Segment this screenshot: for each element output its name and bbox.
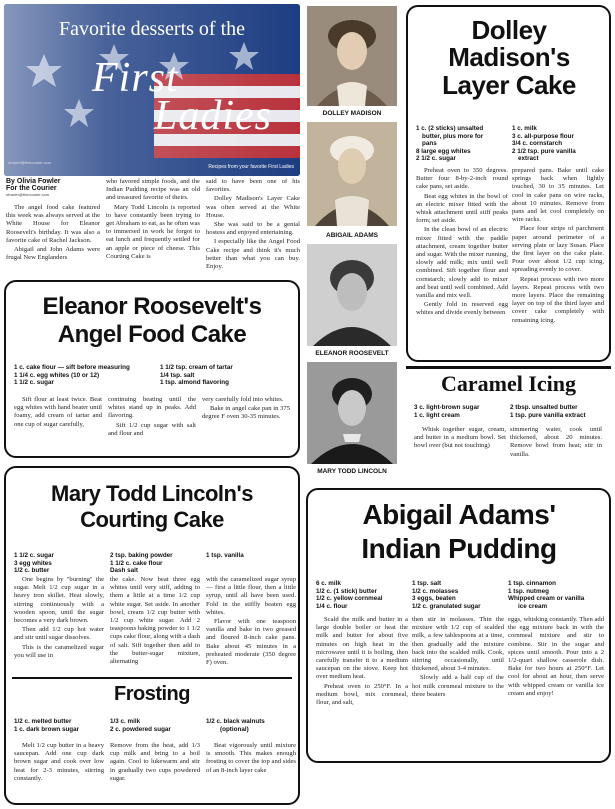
mary-ingredients-col-1 <box>14 552 108 575</box>
eleanor-title-line-2: Angel Food Cake <box>57 321 247 348</box>
eleanor-directions-col-3 <box>202 396 290 423</box>
ingredient: 8 large egg whites <box>416 147 471 155</box>
ingredient: 1 tsp. pure vanilla extract <box>510 411 586 419</box>
portrait-caption: MARY TODD LINCOLN <box>317 468 387 475</box>
caramel-ingredients-left <box>414 404 510 419</box>
ingredient: 2 tbsp. unsalted butter <box>510 404 578 411</box>
intro-paragraph: said to have been one of his favorites. <box>206 178 300 194</box>
ingredient: Whipped cream or vanilla <box>508 595 585 603</box>
portrait-dolley-image <box>307 6 397 106</box>
direction-paragraph: Then add 1/2 cup hot water and stir until sugar dissolves. <box>14 626 104 642</box>
direction-paragraph: very carefully fold into whites. <box>202 396 284 403</box>
ingredient: 1/4 c. flour <box>316 602 348 610</box>
ingredient: 1/2 c. granulated sugar <box>412 602 481 610</box>
ingredient: 1/2 c. butter <box>14 567 50 575</box>
direction-paragraph: continuing beating until the whites stand up in peaks. Add flavoring. <box>108 396 196 420</box>
ingredient: 1 tsp. almond flavoring <box>160 379 229 387</box>
direction-paragraph: Beat egg whites in the bowl of an electric mixer fitted with the whisk attachment until stiff peaks form; set aside. <box>416 192 508 225</box>
ingredient: 3 c. light-brown sugar <box>414 404 480 411</box>
direction-paragraph: Melt 1/2 cup butter in a heavy saucepan. Add one cup dark brown sugar and cook over low heat for 2-3 minutes, stirring constantly. <box>14 742 104 782</box>
ingredient: 3 eggs, beaten <box>412 595 456 603</box>
ingredient: pans <box>422 140 437 148</box>
banner-title-line: Favorite desserts of the <box>58 18 246 40</box>
ingredient: 1 1/2 c. cake flour <box>110 559 163 567</box>
eleanor-title-line-1: Eleanor Roosevelt's <box>42 293 262 320</box>
direction-paragraph: Remove from the heat, add 1/3 cup milk and bring to a boil again. Cool to lukewarm and stir in gradually two cups powdered sugar. <box>110 742 200 782</box>
abigail-directions-col-2 <box>412 616 504 700</box>
mary-title-line-2: Courting Cake <box>80 507 224 532</box>
direction-paragraph: Preheat oven to 350 degrees. Butter four 8-by-2-inch round cake pans, set aside. <box>416 167 508 191</box>
frosting-ingredients-col-1 <box>14 718 108 733</box>
abigail-ingredients-col-3 <box>508 580 608 610</box>
dolley-ingredients-right <box>512 125 608 163</box>
intro-paragraph: Mary Todd Lincoln is reported to have constantly been trying to get Abraham to eat, as he often was to immersed in work he forgot to eat lunch and frequently settled for an apple or piece of cheese. This Courting Cake is <box>106 203 200 260</box>
direction-paragraph: Sift 1/2 cup sugar with salt and flour and <box>108 421 196 437</box>
caramel-directions-col-2 <box>510 426 602 460</box>
direction-paragraph: Repeat process with two more layers. Repeat process with two more layers. Place the remaining layer on top of the third layer and cover cake completely with remaining icing. <box>512 275 604 324</box>
mary-ingredients-col-3 <box>206 552 296 560</box>
frosting-directions-col-3 <box>206 742 296 776</box>
frosting-ingredients-col-2 <box>110 718 204 733</box>
ingredient: 1 tsp. salt <box>412 580 442 587</box>
abigail-ingredients-col-2 <box>412 580 508 610</box>
caramel-section <box>406 366 611 476</box>
portrait-eleanor-roosevelt <box>307 244 397 346</box>
banner-title-first: First <box>92 55 179 101</box>
direction-paragraph: eggs, whisking constantly. Then add the egg mixture back in with the cornmeal mixture and stir to combine. Stir in the sugar and spices until smooth. Pour into a 2 1/2-quart shallow casserole dish. Bake for two hours at 250°F. Let cool for about an hour, then serve with whipped cream or vanilla ice cream and enjoy! <box>508 616 604 697</box>
ingredient: 6 c. milk <box>316 580 341 587</box>
banner <box>4 4 300 176</box>
caramel-title: Caramel Icing <box>440 371 577 396</box>
ingredient: 1 tsp. cinnamon <box>508 580 556 587</box>
direction-paragraph: the cake. Now beat three egg whites until very stiff, adding to them a little at a time 1/2 cup white sugar. Set aside. In another bowl, cream 1/2 cup butter with 1/2 cup white sugar. Add 2 teaspoons baking powder to 1 1/2 cups cake flour, along with a dash of salt. Sift together then add to the butter-sugar mixture, alternating <box>110 576 200 666</box>
ingredient: ice cream <box>518 602 548 610</box>
intro-paragraph: Abigail and John Adams were frugal New Englanders <box>6 246 100 262</box>
intro-col-3 <box>206 178 300 272</box>
dolley-directions-col-1 <box>416 167 508 319</box>
direction-paragraph: Whisk together sugar, cream, and butter in a medium bowl. Set bowl over (but not touching) <box>414 426 506 450</box>
portrait-abigail-adams <box>307 122 397 226</box>
ingredient: 2 c. powdered sugar <box>110 725 171 733</box>
frosting-title: Frosting <box>114 683 190 705</box>
ingredient: 1/2 c. molasses <box>412 587 459 595</box>
banner-title-ladies: Ladies <box>154 93 273 139</box>
byline-name: By Olivia Fowler <box>6 178 61 185</box>
direction-paragraph: prepared pans. Bake until cake springs back when lightly touched, 30 to 35 minutes. Let cool in cake pans on wire racks, about 10 minutes. Remove from pans and let cool completely on wire racks. <box>512 167 604 224</box>
ingredient: 2 tsp. baking powder <box>110 552 173 559</box>
direction-paragraph: Place four strips of parchment paper around perimeter of a serving plate or lazy Susan. Place the first layer on the cake plate. Pour over about 1/2 cup icing, spreading evenly to cover. <box>512 225 604 274</box>
caramel-ingredients-right <box>510 404 610 419</box>
ingredient: 1/2 c. melted butter <box>14 718 72 725</box>
direction-paragraph: In the clean bowl of an electric mixer fitted with the paddle attachment, cream together butter and sugar. With the mixer running, slowly add milk; mix until well combined. Sift together flour and cornstarch; slowly add to mixer and beat until well combined. Add vanilla and mix well. <box>416 226 508 300</box>
ingredient: 1 c. (2 sticks) unsalted <box>416 125 484 132</box>
eleanor-ingredients-left <box>14 364 164 387</box>
ingredient: 1 tsp. vanilla <box>206 552 244 559</box>
caramel-directions-col-1 <box>414 426 506 452</box>
abigail-title-line-2: Indian Pudding <box>361 533 557 564</box>
direction-paragraph: Beat vigorously until mixture is smooth. This makes enough frosting to cover the top and sides of an 8-inch layer cake <box>206 742 296 774</box>
ingredient: 1/2 c. (1 stick) butter <box>316 587 377 595</box>
direction-paragraph: then stir in molasses. Thin the mixture with 1/2 cup of scalded milk, a few tablespoons at a time, then gradually add the mixture back into the scalded milk. Cook, stirring occasionally, until thickened, about 3-4 minutes. <box>412 616 504 673</box>
ingredient: 2 1/2 c. sugar <box>416 155 456 163</box>
dolley-recipe-box <box>406 5 611 362</box>
byline-email: ofowler@thecourier.com <box>6 192 50 197</box>
abigail-directions-col-1 <box>316 616 408 708</box>
ingredient: 1 1/2 tsp. cream of tartar <box>160 364 233 371</box>
banner-subtitle: Recipes from your favorite First Ladies <box>208 164 294 170</box>
portrait-dolley-madison <box>307 6 397 106</box>
portrait-eleanor-image <box>307 244 397 346</box>
portrait-mary-image <box>307 362 397 464</box>
portrait-caption: ELEANOR ROOSEVELT <box>315 350 389 357</box>
abigail-title-line-1: Abigail Adams' <box>362 499 556 530</box>
intro-paragraph: who favored simple foods, and the Indian Pudding recipe was an old and treasured favorite of theirs. <box>106 178 200 202</box>
banner-credit: ofowler@thecourier.com <box>8 160 52 165</box>
frosting-divider <box>12 677 292 679</box>
intro-col-1 <box>6 204 100 263</box>
ingredient: butter, plus more for <box>422 132 484 140</box>
ingredient: Dash salt <box>110 567 138 575</box>
direction-paragraph: Slowly add a half cup of the hot milk cornmeal mixture to the three beaters <box>412 674 504 698</box>
intro-paragraph: I especially like the Angel Food Cake recipe and think it's much better than what you can buy. Enjoy. <box>206 238 300 271</box>
direction-paragraph: simmering water, cook until thickened, about 20 minutes. Remove bowl from heat; stir in vanilla. <box>510 426 602 458</box>
frosting-directions-col-2 <box>110 742 200 784</box>
direction-paragraph: with the caramelized sugar syrup — first a little flour, then a little syrup, until all have been used. Fold in the stiffly beaten egg whites. <box>206 576 296 616</box>
abigail-ingredients-col-1 <box>316 580 412 610</box>
portrait-mary-todd-lincoln <box>307 362 397 464</box>
portrait-caption: ABIGAIL ADAMS <box>326 232 378 239</box>
intro-col-2 <box>106 178 200 262</box>
mary-title-line-1: Mary Todd Lincoln's <box>51 481 253 506</box>
ingredient: 3 egg whites <box>14 559 52 567</box>
dolley-title: Dolley Madison's Layer Cake <box>442 15 576 100</box>
direction-paragraph: Bake in angel cake pan in 375 degree F oven 30-35 minutes. <box>202 405 290 421</box>
direction-paragraph: Gently fold in reserved egg whites and divide evenly between <box>416 301 508 317</box>
ingredient: 1 c. light cream <box>414 411 460 419</box>
portrait-caption: DOLLEY MADISON <box>322 110 382 117</box>
ingredient: 1 c. cake flour — sift before measuring <box>14 364 130 371</box>
ingredient: 1 c. dark brown sugar <box>14 725 80 733</box>
intro-paragraph: Dolley Madison's Layer Cake was often served at the White House. <box>206 195 300 219</box>
direction-paragraph: One begins by "burning" the sugar. Melt 1/2 cup sugar in a heavy iron skillet. Heat slowly, stirring continuously with a wooden spoon, until the sugar becomes a very dark brown. <box>14 576 104 625</box>
direction-paragraph: Preheat oven to 250°F. In a medium bowl, mix cornmeal, flour, and salt, <box>316 682 408 707</box>
mary-directions-col-1 <box>14 576 104 661</box>
abigail-directions-col-3 <box>508 616 604 699</box>
mary-directions-col-2 <box>110 576 200 667</box>
mary-recipe-box <box>4 466 300 805</box>
ingredient: 3 c. all-purpose flour <box>512 132 574 140</box>
dolley-directions-col-2 <box>512 167 604 326</box>
mary-directions-col-3 <box>206 576 296 668</box>
ingredient: extract <box>518 155 539 163</box>
ingredient: 1/4 tsp. salt <box>160 371 195 379</box>
ingredient: 1 1/4 c. egg whites (10 or 12) <box>14 371 100 379</box>
dolley-ingredients-left <box>416 125 516 163</box>
portrait-abigail-image <box>307 122 397 226</box>
ingredient: 2 1/2 tsp. pure vanilla <box>512 147 576 155</box>
mary-ingredients-col-2 <box>110 552 204 575</box>
frosting-ingredients-col-3 <box>206 718 296 733</box>
direction-paragraph: This is the caramelized sugar you will use in <box>14 643 104 659</box>
ingredient: 1 tsp. nutmeg <box>508 587 549 595</box>
eleanor-recipe-box <box>4 280 300 458</box>
ingredient: 3/4 c. cornstarch <box>512 140 563 148</box>
direction-paragraph: Flavor with one teaspoon vanilla and bake in two greased and floured 8-inch cake pans. Bake about 45 minutes in a preheated moderate (350 degree F) oven. <box>206 618 296 667</box>
ingredient: 1 1/2 c. sugar <box>14 379 54 387</box>
ingredient: (optional) <box>220 725 249 733</box>
frosting-directions-col-1 <box>14 742 104 784</box>
ingredient: 1/2 c. black walnuts <box>206 718 265 725</box>
byline-org: For the Courier <box>6 185 57 192</box>
ingredient: 1/2 c. yellow cornmeal <box>316 595 383 603</box>
direction-paragraph: Scald the milk and butter in a large double boiler or heat the milk and butter for about five minutes on high heat in the microwave until it is boiling, then carefully transfer it to a medium saucepan on the stove. Keep hot over medium heat. <box>316 616 408 681</box>
eleanor-directions-col-2 <box>108 396 196 439</box>
ingredient: 1 1/2 c. sugar <box>14 552 54 559</box>
eleanor-directions-col-1 <box>14 396 102 430</box>
intro-paragraph: The angel food cake featured this week was always served at the White House for Eleanor Roosevelt's birthday. It was also a favorite cake of Rachel Jackson. <box>6 204 100 244</box>
ingredient: 1 c. milk <box>512 125 537 132</box>
intro-paragraph: She was said to be a genial hostess and enjoyed entertaining. <box>206 221 300 237</box>
byline <box>6 178 96 197</box>
abigail-recipe-box <box>306 488 611 763</box>
ingredient: 1/3 c. milk <box>110 718 141 725</box>
eleanor-ingredients-right <box>160 364 290 387</box>
direction-paragraph: Sift flour at least twice. Beat egg whites with hand beater until foamy, add cream of tartar and one cup of sugar carefully, <box>14 396 102 428</box>
